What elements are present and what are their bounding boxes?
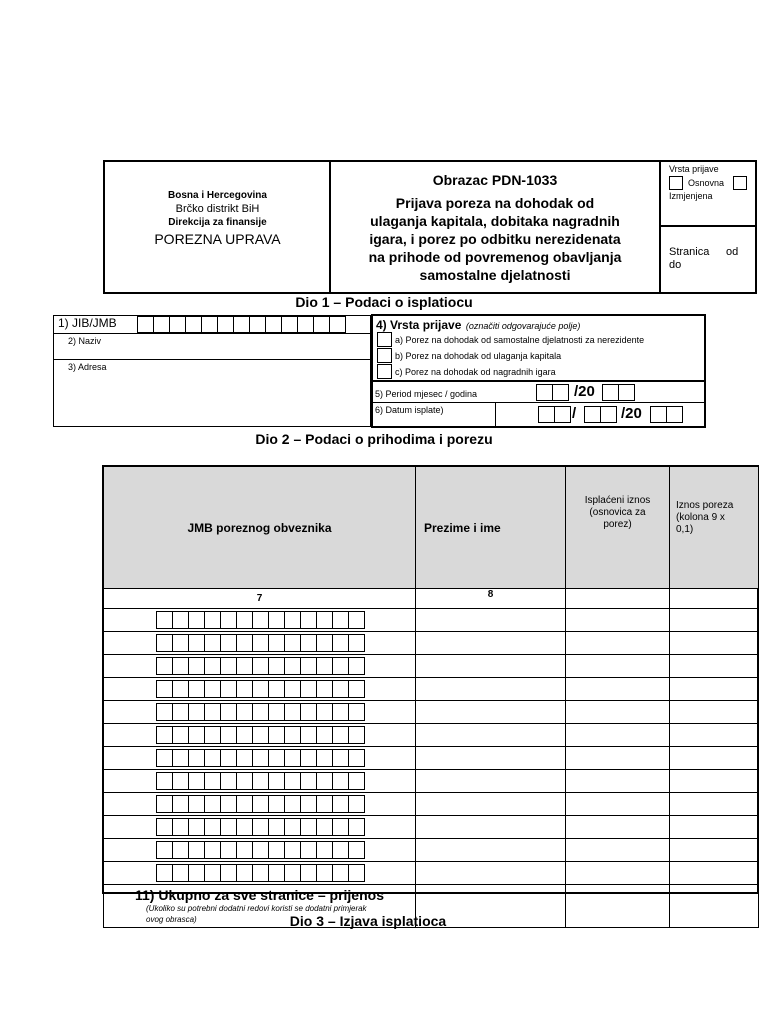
name-cell[interactable] bbox=[416, 632, 566, 655]
amount-cell[interactable] bbox=[566, 678, 670, 701]
option-a-label: a) Porez na dohodak od samostalne djelatnosti za nerezidente bbox=[395, 335, 645, 345]
period-year-prefix: /20 bbox=[574, 383, 595, 400]
col-name-header: Prezime i ime bbox=[416, 467, 566, 589]
jmb-input-cells[interactable] bbox=[104, 701, 416, 724]
total-label: 11) Ukupno za sve stranice – prijenos bbox=[135, 887, 384, 903]
tax-cell[interactable] bbox=[670, 632, 759, 655]
period-label: 5) Period mjesec / godina bbox=[375, 389, 478, 399]
tax-cell[interactable] bbox=[670, 862, 759, 885]
name-cell[interactable] bbox=[416, 609, 566, 632]
name-cell[interactable] bbox=[416, 655, 566, 678]
tax-cell[interactable] bbox=[670, 793, 759, 816]
report-type-label: Vrsta prijave bbox=[669, 164, 719, 174]
report-type-original-label: Osnovna bbox=[688, 178, 725, 188]
name-cell[interactable] bbox=[416, 816, 566, 839]
name-cell[interactable] bbox=[416, 701, 566, 724]
amount-cell[interactable] bbox=[566, 862, 670, 885]
jib-input-cells[interactable] bbox=[137, 316, 345, 333]
table-row bbox=[104, 655, 759, 678]
amount-cell[interactable] bbox=[566, 770, 670, 793]
table-row bbox=[104, 862, 759, 885]
name-cell[interactable] bbox=[416, 770, 566, 793]
name-cell[interactable] bbox=[416, 862, 566, 885]
amount-cell[interactable] bbox=[566, 701, 670, 724]
address-label: 3) Adresa bbox=[68, 362, 107, 372]
table-row bbox=[104, 701, 759, 724]
amount-cell[interactable] bbox=[566, 816, 670, 839]
total-note: (Ukoliko su potrebni dodatni redovi koristi se dodatni primjerak ovog obrasca) bbox=[146, 904, 367, 924]
amount-cell[interactable] bbox=[566, 655, 670, 678]
name-cell[interactable] bbox=[416, 793, 566, 816]
date-year-prefix: /20 bbox=[621, 405, 642, 422]
tax-cell[interactable] bbox=[670, 701, 759, 724]
name-cell[interactable] bbox=[416, 747, 566, 770]
jmb-input-cells[interactable] bbox=[104, 678, 416, 701]
page-label: Stranica bbox=[669, 246, 710, 258]
period-month-cells[interactable] bbox=[536, 384, 568, 401]
tax-cell[interactable] bbox=[670, 724, 759, 747]
jmb-input-cells[interactable] bbox=[104, 862, 416, 885]
date-separator: / bbox=[572, 405, 577, 422]
col-number-7: 7 bbox=[104, 589, 416, 609]
tax-cell[interactable] bbox=[670, 839, 759, 862]
col-paid-header: Isplaćeni iznos (osnovica za porez) bbox=[566, 467, 670, 589]
page-of-label: od bbox=[726, 246, 739, 258]
part2-title: Dio 2 – Podaci o prihodima i porezu bbox=[255, 431, 493, 447]
amount-cell[interactable] bbox=[566, 632, 670, 655]
amount-cell[interactable] bbox=[566, 747, 670, 770]
table-row bbox=[104, 632, 759, 655]
jmb-input-cells[interactable] bbox=[104, 609, 416, 632]
report-type-amended-label: Izmjenjena bbox=[669, 191, 713, 201]
report-type-original-checkbox[interactable] bbox=[669, 176, 683, 190]
table-row bbox=[104, 816, 759, 839]
page-to-label: do bbox=[669, 259, 682, 271]
district-name: Brčko distrikt BiH bbox=[175, 203, 260, 215]
table-header-row bbox=[104, 467, 759, 589]
jib-label: 1) JIB/JMB bbox=[58, 316, 117, 330]
table-row bbox=[104, 747, 759, 770]
part3-title: Dio 3 – Izjava isplatioca bbox=[289, 913, 447, 929]
report-type-amended-checkbox[interactable] bbox=[733, 176, 747, 190]
name-label: 2) Naziv bbox=[68, 336, 102, 346]
name-cell[interactable] bbox=[416, 724, 566, 747]
amount-cell[interactable] bbox=[566, 793, 670, 816]
amount-cell[interactable] bbox=[566, 839, 670, 862]
table-row bbox=[104, 839, 759, 862]
form-code: Obrazac PDN-1033 bbox=[432, 172, 558, 188]
tax-cell[interactable] bbox=[670, 655, 759, 678]
col-tax-header: Iznos poreza (kolona 9 x 0,1) bbox=[670, 467, 759, 589]
tax-cell[interactable] bbox=[670, 678, 759, 701]
tax-cell[interactable] bbox=[670, 747, 759, 770]
date-month-cells[interactable] bbox=[584, 406, 616, 423]
jmb-input-cells[interactable] bbox=[104, 724, 416, 747]
jmb-input-cells[interactable] bbox=[104, 655, 416, 678]
amount-cell[interactable] bbox=[566, 724, 670, 747]
table-row bbox=[104, 609, 759, 632]
table-row bbox=[104, 724, 759, 747]
option-a-checkbox[interactable] bbox=[377, 332, 392, 347]
period-year-cells[interactable] bbox=[602, 384, 634, 401]
office-name: POREZNA UPRAVA bbox=[154, 231, 281, 247]
income-table bbox=[103, 466, 759, 928]
table-row bbox=[104, 678, 759, 701]
date-label: 6) Datum isplate) bbox=[375, 405, 444, 415]
name-cell[interactable] bbox=[416, 839, 566, 862]
option-c-label: c) Porez na dohodak od nagradnih igara bbox=[395, 367, 556, 377]
jmb-input-cells[interactable] bbox=[104, 632, 416, 655]
option-b-label: b) Porez na dohodak od ulaganja kapitala bbox=[395, 351, 562, 361]
col-number-row bbox=[104, 589, 759, 609]
option-c-checkbox[interactable] bbox=[377, 364, 392, 379]
form-title: Prijava poreza na dohodak od ulaganja kapitala, dobitaka nagradnih igara, i porez po odbitku nerezidenata na prihode od povremenog obavljanja samostalne djelatnosti bbox=[368, 195, 622, 283]
country-name: Bosna i Hercegovina bbox=[168, 190, 267, 201]
jmb-input-cells[interactable] bbox=[104, 770, 416, 793]
date-year-cells[interactable] bbox=[650, 406, 682, 423]
col-number-8: 8 bbox=[416, 589, 566, 609]
jmb-input-cells[interactable] bbox=[104, 747, 416, 770]
report-kind-heading: 4) Vrsta prijave (označiti odgovarajuće polje) bbox=[376, 318, 581, 332]
tax-cell[interactable] bbox=[670, 609, 759, 632]
tax-cell[interactable] bbox=[670, 770, 759, 793]
table-row bbox=[104, 793, 759, 816]
col-jmb-header: JMB poreznog obveznika bbox=[104, 467, 416, 589]
amount-cell[interactable] bbox=[566, 609, 670, 632]
tax-cell[interactable] bbox=[670, 816, 759, 839]
jmb-input-cells[interactable] bbox=[104, 816, 416, 839]
part1-title: Dio 1 – Podaci o isplatiocu bbox=[295, 294, 473, 310]
jmb-input-cells[interactable] bbox=[104, 793, 416, 816]
option-b-checkbox[interactable] bbox=[377, 348, 392, 363]
date-day-cells[interactable] bbox=[538, 406, 570, 423]
name-cell[interactable] bbox=[416, 678, 566, 701]
directorate-name: Direkcija za finansije bbox=[168, 217, 267, 228]
table-row bbox=[104, 770, 759, 793]
jmb-input-cells[interactable] bbox=[104, 839, 416, 862]
